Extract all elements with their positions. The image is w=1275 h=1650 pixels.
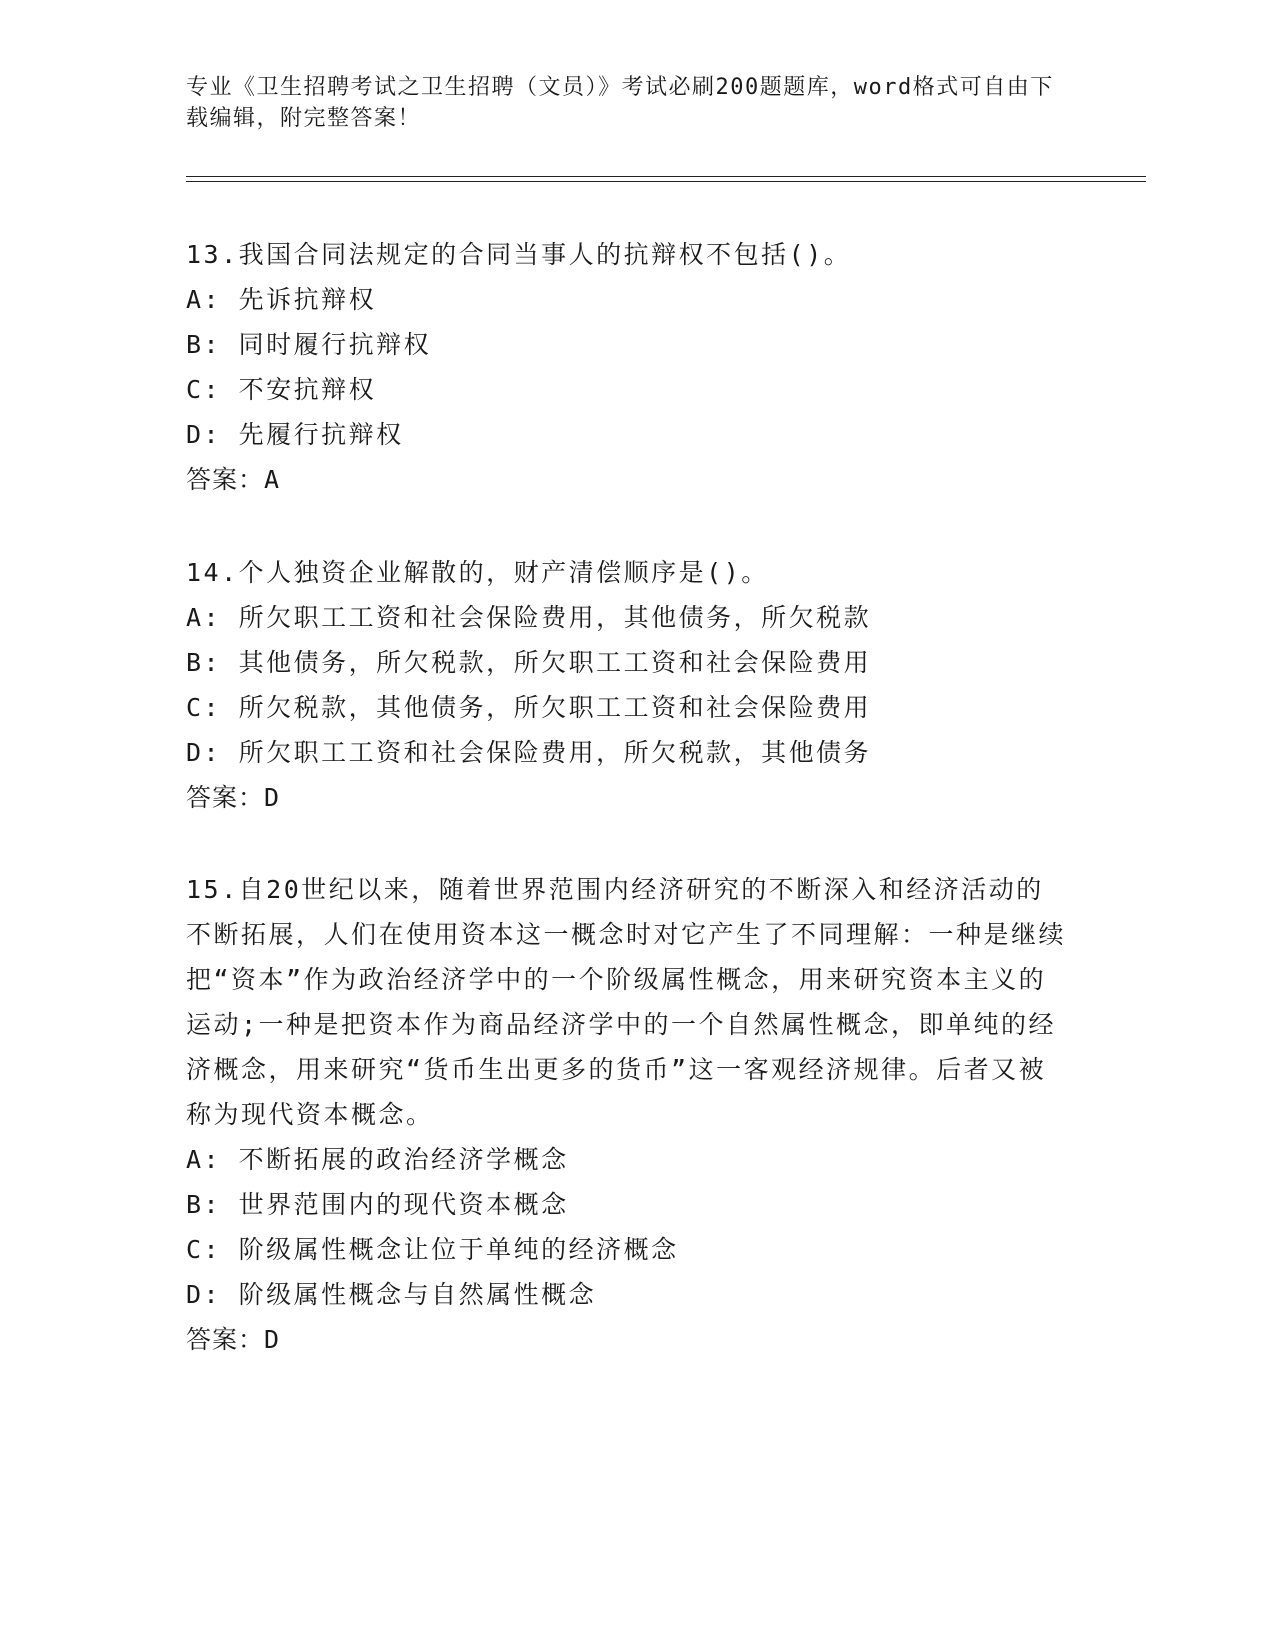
option-b: B: 其他债务，所欠税款，所欠职工工资和社会保险费用 [186,648,872,677]
answer-line [186,1317,1066,1362]
option-d: D: 阶级属性概念与自然属性概念 [186,1280,597,1309]
question-stem: 13.我国合同法规定的合同当事人的抗辩权不包括()。 [186,240,852,269]
answer-line [186,775,1066,820]
answer-label: 答案： [186,465,265,494]
question-stem: 14.个人独资企业解散的，财产清偿顺序是()。 [186,558,769,587]
answer-line [186,457,1066,502]
answer-label: 答案： [186,1325,265,1354]
option-b: B: 同时履行抗辩权 [186,330,432,359]
question-14 [186,550,1066,820]
header-divider-top [186,176,1146,177]
document-header: 专业《卫生招聘考试之卫生招聘（文员）》考试必刷200题题库，word格式可自由下载编辑，附完整答案！ [186,75,1054,131]
option-d: D: 先履行抗辩权 [186,420,404,449]
option-c: C: 阶级属性概念让位于单纯的经济概念 [186,1235,679,1264]
option-a: A: 所欠职工工资和社会保险费用，其他债务，所欠税款 [186,603,872,632]
answer-value: A [264,465,281,494]
header-divider-bottom [186,181,1146,182]
option-a: A: 先诉抗辩权 [186,285,377,314]
option-a: A: 不断拓展的政治经济学概念 [186,1145,569,1174]
question-stem: 15.自20世纪以来，随着世界范围内经济研究的不断深入和经济活动的不断拓展，人们在使用资本这一概念时对它产生了不同理解：一种是继续把“资本”作为政治经济学中的一个阶级属性概念，用来研究资本主义的运动;一种是把资本作为商品经济学中的一个自然属性概念，即单纯的经济概念，用来研究“货币生出更多的货币”这一客观经济规律。后者又被称为现代资本概念。 [186,875,1067,1129]
question-15 [186,867,1066,1362]
answer-value: D [264,783,281,812]
answer-value: D [264,1325,281,1354]
answer-label: 答案： [186,783,265,812]
question-13 [186,232,1066,502]
option-c: C: 不安抗辩权 [186,375,377,404]
option-d: D: 所欠职工工资和社会保险费用，所欠税款，其他债务 [186,738,872,767]
option-c: C: 所欠税款，其他债务，所欠职工工资和社会保险费用 [186,693,872,722]
option-b: B: 世界范围内的现代资本概念 [186,1190,569,1219]
